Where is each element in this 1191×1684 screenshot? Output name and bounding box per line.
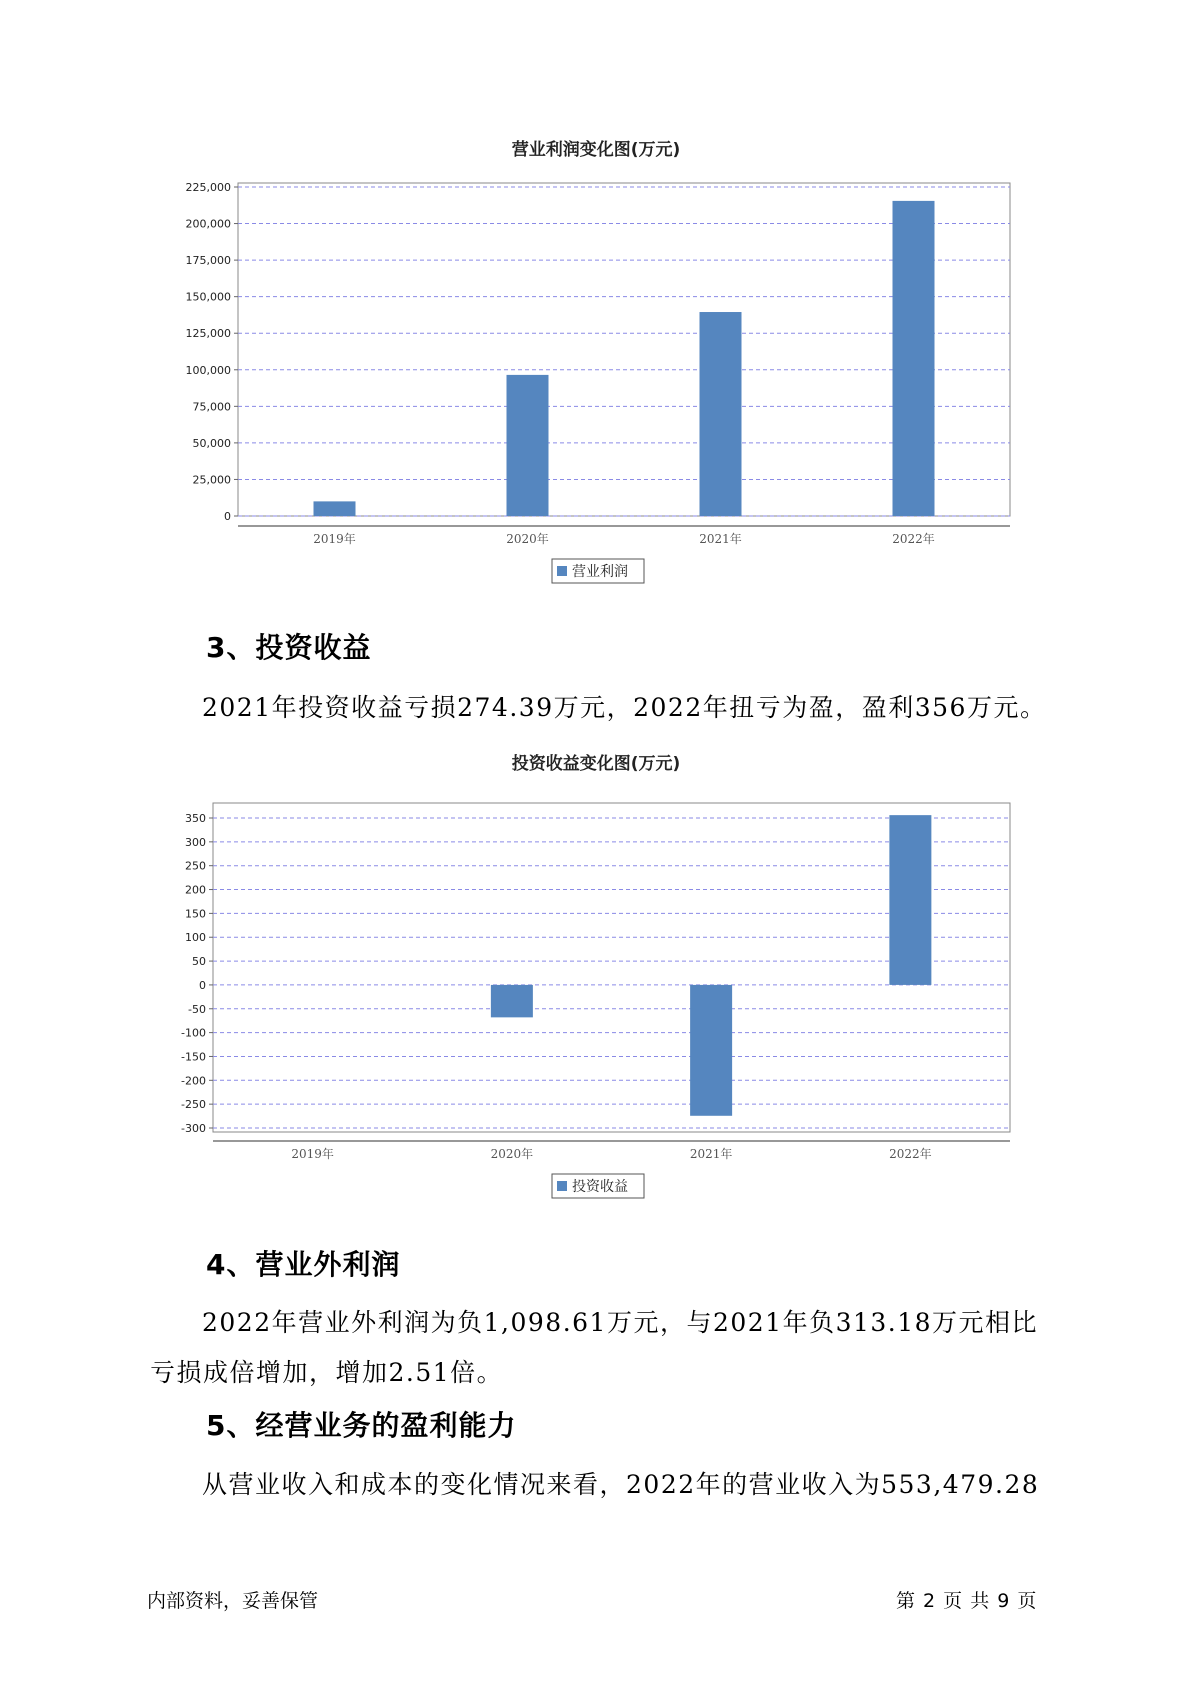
- y-tick-label: 50: [192, 955, 206, 969]
- bar-2022年: [889, 815, 931, 985]
- legend-swatch: [557, 1181, 567, 1191]
- y-tick-label: 0: [199, 978, 206, 992]
- investment-income-chart: [0, 745, 1191, 1210]
- x-tick-label: 2019年: [291, 1147, 334, 1161]
- x-tick-label: 2020年: [506, 532, 549, 546]
- bar-2021年: [690, 985, 732, 1116]
- y-tick-label: -150: [181, 1050, 206, 1064]
- x-tick-label: 2021年: [689, 1147, 733, 1161]
- section-4-paragraph: 2022年营业外利润为负1,098.61万元，与2021年负313.18万元相比亏损成倍增加，增加2.51倍。: [150, 1308, 1039, 1387]
- section-5-paragraph: 从营业收入和成本的变化情况来看，2022年的营业收入为553,479.28: [202, 1470, 1040, 1499]
- footer-confidential-note: 内部资料，妥善保管: [147, 1590, 319, 1612]
- bar-2020年: [491, 985, 533, 1017]
- y-tick-label: -200: [181, 1074, 206, 1088]
- y-tick-label: 25,000: [192, 473, 231, 487]
- y-tick-label: 75,000: [192, 400, 231, 414]
- section-3-paragraph: 2021年投资收益亏损274.39万元，2022年扭亏为盈，盈利356万元。: [202, 693, 1047, 722]
- y-tick-label: 125,000: [185, 327, 231, 341]
- y-tick-label: -300: [181, 1122, 206, 1135]
- y-tick-label: 50,000: [192, 436, 231, 450]
- chart-title: 投资收益变化图(万元): [511, 754, 681, 774]
- y-tick-label: 100: [185, 931, 206, 945]
- y-tick-label: 200: [185, 883, 206, 897]
- section-5-heading: 5、经营业务的盈利能力: [206, 1409, 517, 1442]
- y-tick-label: 100,000: [185, 363, 231, 377]
- y-tick-label: 150: [185, 907, 206, 921]
- y-tick-label: -100: [181, 1026, 206, 1040]
- y-tick-label: 175,000: [185, 254, 231, 268]
- legend-swatch: [557, 566, 567, 576]
- y-tick-label: 200,000: [185, 217, 231, 231]
- y-tick-label: -50: [188, 1002, 206, 1016]
- x-tick-label: 2021年: [699, 532, 742, 546]
- bar-2019年: [314, 501, 356, 516]
- operating-profit-chart: [0, 128, 1191, 598]
- y-tick-label: 300: [185, 835, 206, 849]
- bar-2021年: [700, 312, 742, 516]
- x-tick-label: 2019年: [313, 532, 356, 546]
- chart-title: 营业利润变化图(万元): [511, 140, 681, 160]
- legend-label: 投资收益: [572, 1179, 628, 1195]
- y-tick-label: 350: [185, 812, 206, 825]
- y-tick-label: 225,000: [185, 181, 231, 194]
- footer-page-number: 第 2 页 共 9 页: [896, 1590, 1038, 1612]
- y-tick-label: 0: [224, 510, 231, 523]
- bar-2020年: [507, 375, 549, 516]
- y-tick-label: -250: [181, 1098, 206, 1112]
- x-tick-label: 2022年: [889, 1147, 932, 1161]
- y-tick-label: 150,000: [185, 290, 231, 304]
- section-4-heading: 4、营业外利润: [206, 1248, 401, 1281]
- y-tick-label: 250: [185, 859, 206, 873]
- section-3-heading: 3、投资收益: [206, 631, 372, 664]
- x-tick-label: 2020年: [490, 1147, 534, 1161]
- legend-label: 营业利润: [572, 564, 628, 580]
- bar-2022年: [893, 201, 935, 516]
- x-tick-label: 2022年: [892, 532, 935, 546]
